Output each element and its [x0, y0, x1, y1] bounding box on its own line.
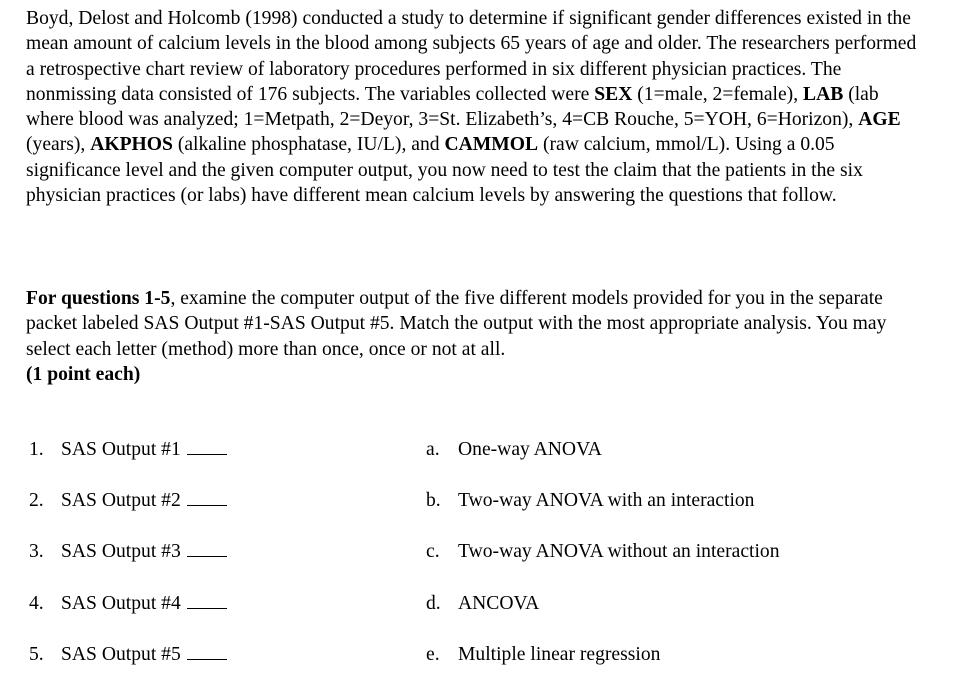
var-sex: SEX: [594, 83, 633, 105]
question-item: [29, 487, 227, 538]
option-item: [426, 538, 780, 589]
answer-blank[interactable]: [187, 641, 227, 660]
instructions-paragraph: [26, 286, 926, 387]
answer-blank[interactable]: [187, 487, 227, 506]
option-letter: e.: [426, 643, 440, 665]
question-number: 3.: [29, 541, 44, 563]
option-letter: a.: [426, 439, 440, 460]
instructions-lead: For questions 1-5: [26, 288, 171, 309]
option-label: Multiple linear regression: [458, 643, 661, 665]
option-letter: d.: [426, 592, 441, 614]
var-lab: LAB: [803, 83, 844, 105]
points-note: (1 point each): [26, 363, 141, 385]
option-letter: c.: [426, 541, 440, 563]
question-item: [29, 641, 227, 692]
answer-blank[interactable]: [187, 590, 227, 609]
option-item: [426, 590, 780, 641]
question-item: [29, 436, 227, 487]
var-akphos: AKPHOS: [90, 134, 173, 156]
option-label: One-way ANOVA: [458, 439, 602, 460]
option-list: [426, 436, 780, 692]
instructions-text: , examine the computer output of the five different models provided for you in the separate packet labeled SAS Output #1-SAS Output #5. Match the output with the most appropriate analysis. You may select each letter (method) more than once, once or not at all.: [26, 288, 887, 360]
intro-paragraph: [26, 6, 926, 208]
option-item: [426, 436, 780, 487]
intro-text-6: (raw calcium, mmol/L). Using a 0.05 significance level and the given computer output, you now need to test the claim that the patients in the six physician practices (or labs) have different mean calcium levels by answering the questions that follow.: [26, 134, 863, 207]
option-letter: b.: [426, 490, 441, 512]
answer-blank[interactable]: [187, 538, 227, 557]
option-label: Two-way ANOVA without an interaction: [458, 541, 780, 563]
option-item: [426, 641, 780, 692]
question-label: SAS Output #2: [61, 490, 181, 512]
var-age: AGE: [858, 109, 901, 131]
question-list: [29, 436, 227, 692]
question-number: 2.: [29, 490, 44, 512]
intro-text-1: Boyd, Delost and Holcomb (1998) conducted a study to determine if significant gender differences existed in the mean amount of calcium levels in the blood among subjects 65 years of age and older. The researchers performed a retrospective chart review of laboratory procedures performed in six different physician practices. The nonmissing data consisted of 176 subjects. The variables collected were: [26, 8, 917, 105]
intro-text-4: (years),: [26, 134, 91, 156]
question-number: 5.: [29, 643, 44, 665]
question-number: 1.: [29, 439, 44, 460]
question-label: SAS Output #1: [61, 439, 181, 460]
question-item: [29, 538, 227, 589]
option-item: [426, 487, 780, 538]
option-label: Two-way ANOVA with an interaction: [458, 490, 755, 512]
answer-blank[interactable]: [187, 436, 227, 455]
option-label: ANCOVA: [458, 592, 540, 614]
question-label: SAS Output #5: [61, 643, 181, 665]
var-cammol: CAMMOL: [444, 134, 539, 156]
question-label: SAS Output #4: [61, 592, 181, 614]
intro-text-5: (alkaline phosphatase, IU/L), and: [172, 134, 445, 156]
intro-text-2: (1=male, 2=female),: [632, 83, 803, 105]
question-label: SAS Output #3: [61, 541, 181, 563]
question-number: 4.: [29, 592, 44, 614]
intro-text-3: (lab where blood was analyzed; 1=Metpath, 2=Deyor, 3=St. Elizabeth’s, 4=CB Rouche, 5=YOH, 6=Horizon),: [26, 83, 879, 131]
question-item: [29, 590, 227, 641]
